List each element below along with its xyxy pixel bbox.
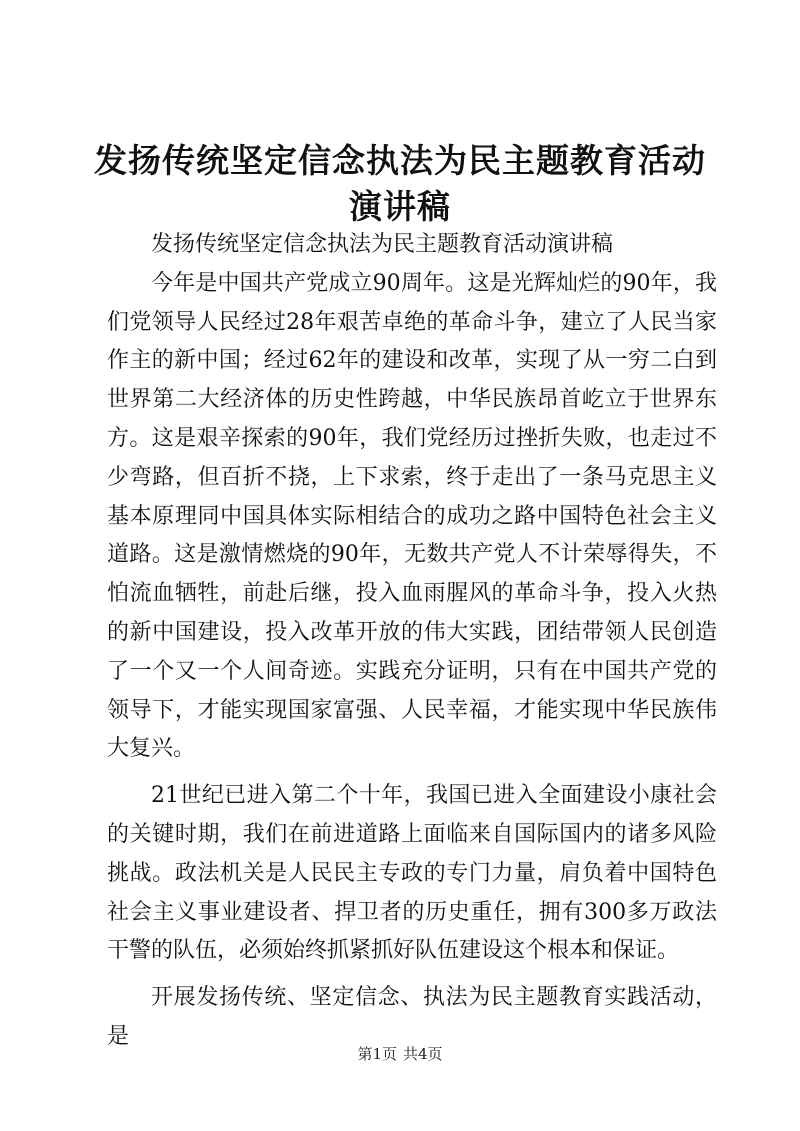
- document-title: 发扬传统坚定信念执法为民主题教育活动演讲稿: [94, 141, 706, 226]
- paragraph-3: 开展发扬传统、坚定信念、执法为民主题教育实践活动，是: [107, 985, 717, 1049]
- page-footer: [0, 1044, 800, 1064]
- page-total: 共4页: [403, 1045, 443, 1063]
- page-number: 第1页: [357, 1045, 397, 1063]
- document-subtitle: 发扬传统坚定信念执法为民主题教育活动演讲稿: [151, 232, 614, 257]
- document-body: [107, 226, 717, 1057]
- paragraph-2: 21世纪已进入第二个十年，我国已进入全面建设小康社会的关键时期，我们在前进道路上面临来自国际国内的诸多风险挑战。政法机关是人民民主专政的专门力量，肩负着中国特色社会主义事业建设者、捍卫者的历史重任，拥有300多万政法干警的队伍，必须始终抓紧抓好队伍建设这个根本和保证。: [107, 783, 717, 964]
- paragraph-1: 今年是中国共产党成立90周年。这是光辉灿烂的90年，我们党领导人民经过28年艰苦卓绝的革命斗争，建立了人民当家作主的新中国；经过62年的建设和改革，实现了从一穷二白到世界第二大经济体的历史性跨越，中华民族昂首屹立于世界东方。这是艰辛探索的90年，我们党经历过挫折失败，也走过不少弯路，但百折不挠，上下求索，终于走出了一条马克思主义基本原理同中国具体实际相结合的成功之路中国特色社会主义道路。这是激情燃烧的90年，无数共产党人不计荣辱得失，不怕流血牺牲，前赴后继，投入血雨腥风的革命斗争，投入火热的新中国建设，投入改革开放的伟大实践，团结带领人民创造了一个又一个人间奇迹。实践充分证明，只有在中国共产党的领导下，才能实现国家富强、人民幸福，才能实现中华民族伟大复兴。: [107, 270, 717, 762]
